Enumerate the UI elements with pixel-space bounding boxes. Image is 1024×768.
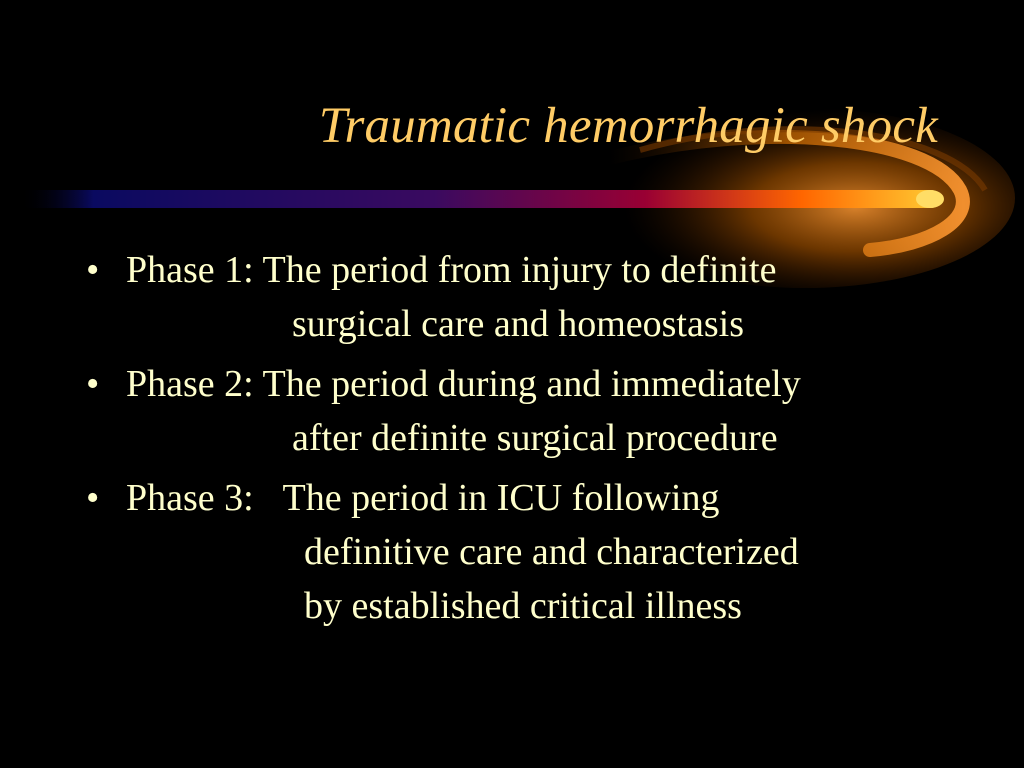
bullet-text [126,357,801,465]
bullet-symbol: • [86,249,100,291]
phase-description: The period from injury to definite [262,249,777,291]
bullet-item [86,357,986,465]
swoosh-bar [20,190,940,208]
bullet-item [86,471,986,633]
phase-label: Phase 1: [126,249,254,291]
bullet-symbol: • [86,363,100,405]
bullet-item [86,243,986,351]
bullet-line [126,357,801,411]
phase-description: The period in ICU following [282,477,720,519]
bullet-symbol: • [86,477,100,519]
bullet-text [126,471,799,633]
bullet-line: surgical care and homeostasis [292,303,744,345]
bullet-line: after definite surgical procedure [292,417,778,459]
slide-title: Traumatic hemorrhagic shock [318,98,938,154]
bullet-line [126,471,799,525]
bullet-text [126,243,776,351]
phase-description: The period during and immediately [262,363,801,405]
bullet-line: by established critical illness [304,585,742,627]
phase-label: Phase 2: [126,363,254,405]
phase-label: Phase 3: [126,477,254,519]
bullet-line: definitive care and characterized [304,531,799,573]
bullet-list [86,243,986,639]
bullet-line [126,243,776,297]
